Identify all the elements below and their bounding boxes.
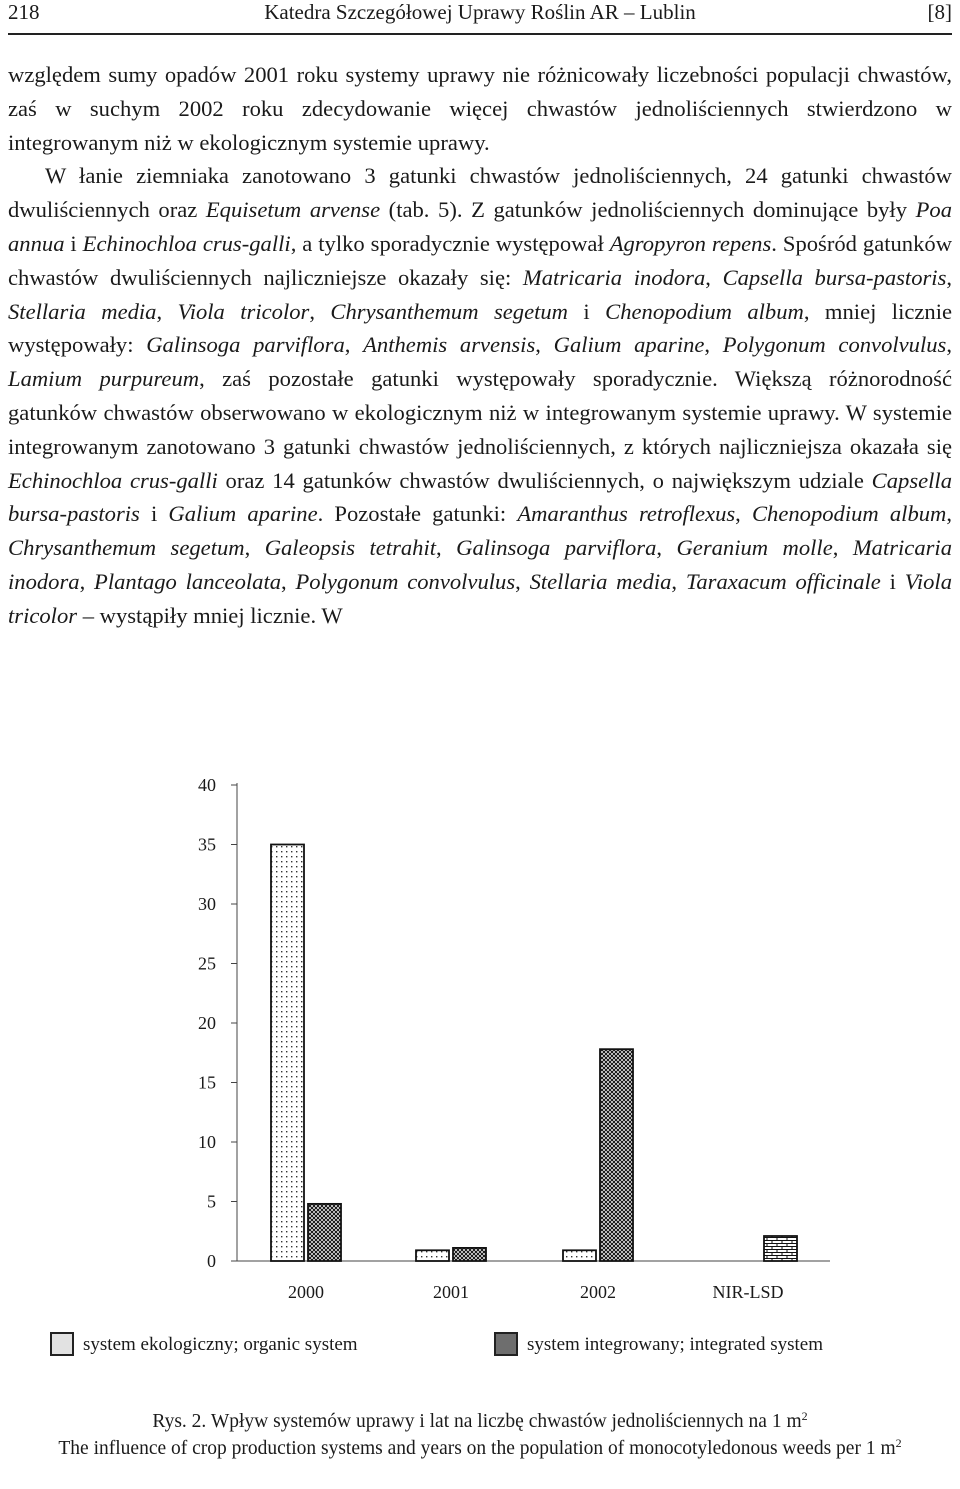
bar-organic-2002 — [563, 1250, 596, 1261]
x-tick-label: NIR-LSD — [712, 1282, 784, 1302]
header-rule — [8, 33, 952, 35]
species-name: Galium aparine — [553, 332, 705, 358]
species-name: Poa annua — [8, 197, 952, 256]
legend-item-organic — [50, 1332, 358, 1360]
text-run: . Pozostałe gatunki: — [317, 501, 518, 527]
y-tick-label: 10 — [198, 1132, 216, 1152]
text-run: – wystąpiły mniej licznie. W — [77, 602, 343, 628]
species-name: Equisetum arvense — [205, 197, 381, 223]
species-name: Amaranthus retroflexus — [517, 501, 736, 527]
text-run: , — [281, 568, 296, 594]
species-name: Taraxacum officinale — [685, 568, 881, 594]
bar-organic-2000 — [271, 845, 304, 1262]
legend-swatch-integrated — [494, 1332, 518, 1356]
caption-pl-sup: 2 — [801, 1409, 808, 1423]
bars-layer — [271, 845, 797, 1262]
species-name: Lamium purpureum — [8, 366, 200, 392]
legend-label-organic: system ekologiczny; organic system — [83, 1334, 358, 1355]
text-run: , — [705, 264, 723, 290]
bar-nir-lsd — [764, 1236, 797, 1261]
paragraph-2 — [8, 159, 952, 632]
caption-pl — [8, 1408, 952, 1435]
species-name: Galeopsis tetrahit — [264, 535, 437, 561]
text-run: , — [735, 501, 752, 527]
species-name: Chrysanthemum segetum — [8, 535, 245, 561]
section-number: [8] — [927, 0, 952, 24]
species-name: Plantago lanceolata — [94, 568, 282, 594]
text-run: , mniej licznie występowały: — [8, 298, 953, 358]
bar-chart — [0, 760, 960, 1332]
species-name: Galinsoga parviflora — [456, 535, 657, 561]
y-tick-label: 15 — [198, 1072, 216, 1093]
y-tick-label: 0 — [207, 1251, 216, 1271]
y-tick-label: 40 — [198, 775, 216, 795]
axis-layer — [231, 783, 830, 1261]
text-run: i — [139, 501, 169, 527]
legend-label-integrated: system integrowany; integrated system — [527, 1334, 824, 1355]
species-name: Polygonum convolvulus — [722, 332, 947, 358]
page-number: 218 — [8, 0, 40, 24]
species-name: Agropyron repens — [609, 230, 772, 256]
page-header — [8, 0, 952, 26]
y-tick-label: 20 — [198, 1013, 216, 1033]
text-run: względem sumy opadów 2001 roku systemy uprawy nie różnicowały liczebności populacji chwastów, zaś w suchym 2002 roku zdecydowanie więcej chwastów jednoliściennych stwierdzono w integrowanym niż w ekologicznym systemie uprawy. — [8, 62, 952, 155]
bar-integrated-2000 — [308, 1204, 341, 1261]
y-tick-label: 35 — [198, 834, 216, 855]
text-run: , — [671, 568, 686, 594]
bar-integrated-2001 — [453, 1248, 486, 1261]
text-run: , — [309, 298, 331, 324]
text-run: , — [656, 535, 677, 561]
species-name: Chrysanthemum segetum — [330, 298, 568, 324]
text-run: i — [64, 230, 83, 256]
species-name: Echinochloa crus-galli — [8, 467, 218, 493]
legend-swatch-organic — [50, 1332, 74, 1356]
figure-caption — [8, 1408, 952, 1462]
text-run: , zaś pozostałe gatunki występowały sporadycznie. Większą różnorodność gatunków chwastów obserwowano w ekologicznym niż w integrowanym systemie uprawy. W systemie integrowanym zanotowano 3 gatunki chwastów jednoliściennych, z których najliczniejsza okazała się — [8, 366, 952, 459]
caption-en-sup: 2 — [895, 1436, 902, 1450]
y-tick-label: 5 — [207, 1191, 216, 1212]
text-run: i — [880, 568, 905, 594]
body-text — [8, 58, 952, 633]
text-run: i — [568, 298, 606, 324]
text-run: W łanie ziemniaka zanotowano 3 gatunki chwastów jednoliściennych, 24 gatunki chwastów dwuliściennych oraz — [8, 163, 952, 223]
species-name: Anthemis arvensis — [363, 332, 536, 358]
text-run: , — [436, 535, 457, 561]
text-run: , — [704, 332, 723, 358]
x-tick-label: 2002 — [580, 1282, 616, 1302]
species-name: Echinochloa crus-galli — [82, 230, 291, 256]
text-run: , — [156, 298, 178, 324]
species-name: Galinsoga parviflora — [146, 332, 345, 358]
species-name: Capsella bursa-pastoris — [722, 264, 947, 290]
text-run: , — [344, 332, 364, 358]
text-run: , — [946, 264, 953, 290]
x-tick-label: 2001 — [433, 1282, 469, 1302]
text-run: , — [946, 332, 953, 358]
text-run: . Spośród gatunków chwastów dwuliściennych najliczniejsze okazały się: — [8, 230, 953, 290]
text-run: , — [79, 568, 95, 594]
y-tick-label: 30 — [198, 894, 216, 914]
running-title: Katedra Szczegółowej Uprawy Roślin AR – Lublin — [264, 0, 696, 24]
species-name: Geranium molle — [676, 535, 833, 561]
caption-pl-text: Rys. 2. Wpływ systemów uprawy i lat na liczbę chwastów jednoliściennych na 1 m — [152, 1411, 802, 1432]
species-name: Chenopodium album — [605, 298, 804, 324]
text-run: , — [535, 332, 554, 358]
bar-integrated-2002 — [600, 1049, 633, 1261]
text-run: , — [515, 568, 530, 594]
text-run: , a tylko sporadycznie występował — [290, 230, 610, 256]
text-run: oraz 14 gatunków chwastów dwuliściennych, o największym udziale — [217, 467, 872, 493]
species-name: Polygonum convolvulus — [295, 568, 516, 594]
species-name: Matricaria inodora — [522, 264, 706, 290]
x-tick-label: 2000 — [288, 1282, 324, 1302]
species-name: Viola tricolor — [177, 298, 310, 324]
species-name: Capsella bursa-pastoris — [8, 467, 953, 527]
species-name: Matricaria inodora — [8, 535, 952, 594]
species-name: Viola tricolor — [8, 568, 953, 628]
text-run: , — [832, 535, 853, 561]
species-name: Stellaria media — [8, 298, 157, 324]
text-run: (tab. 5). Z gatunków jednoliściennych dominujące były — [380, 197, 916, 223]
text-run: , — [946, 501, 953, 527]
caption-en — [8, 1435, 952, 1462]
text-run: , — [244, 535, 265, 561]
caption-en-text: The influence of crop production systems and years on the population of monocotyledonous weeds per 1 m — [58, 1438, 896, 1459]
species-name: Chenopodium album — [751, 501, 947, 527]
bar-organic-2001 — [416, 1250, 449, 1261]
species-name: Stellaria media — [529, 568, 672, 594]
y-tick-label: 25 — [198, 953, 216, 974]
legend-item-integrated — [494, 1332, 823, 1360]
species-name: Galium aparine — [168, 501, 318, 527]
paragraph-1 — [8, 58, 952, 159]
